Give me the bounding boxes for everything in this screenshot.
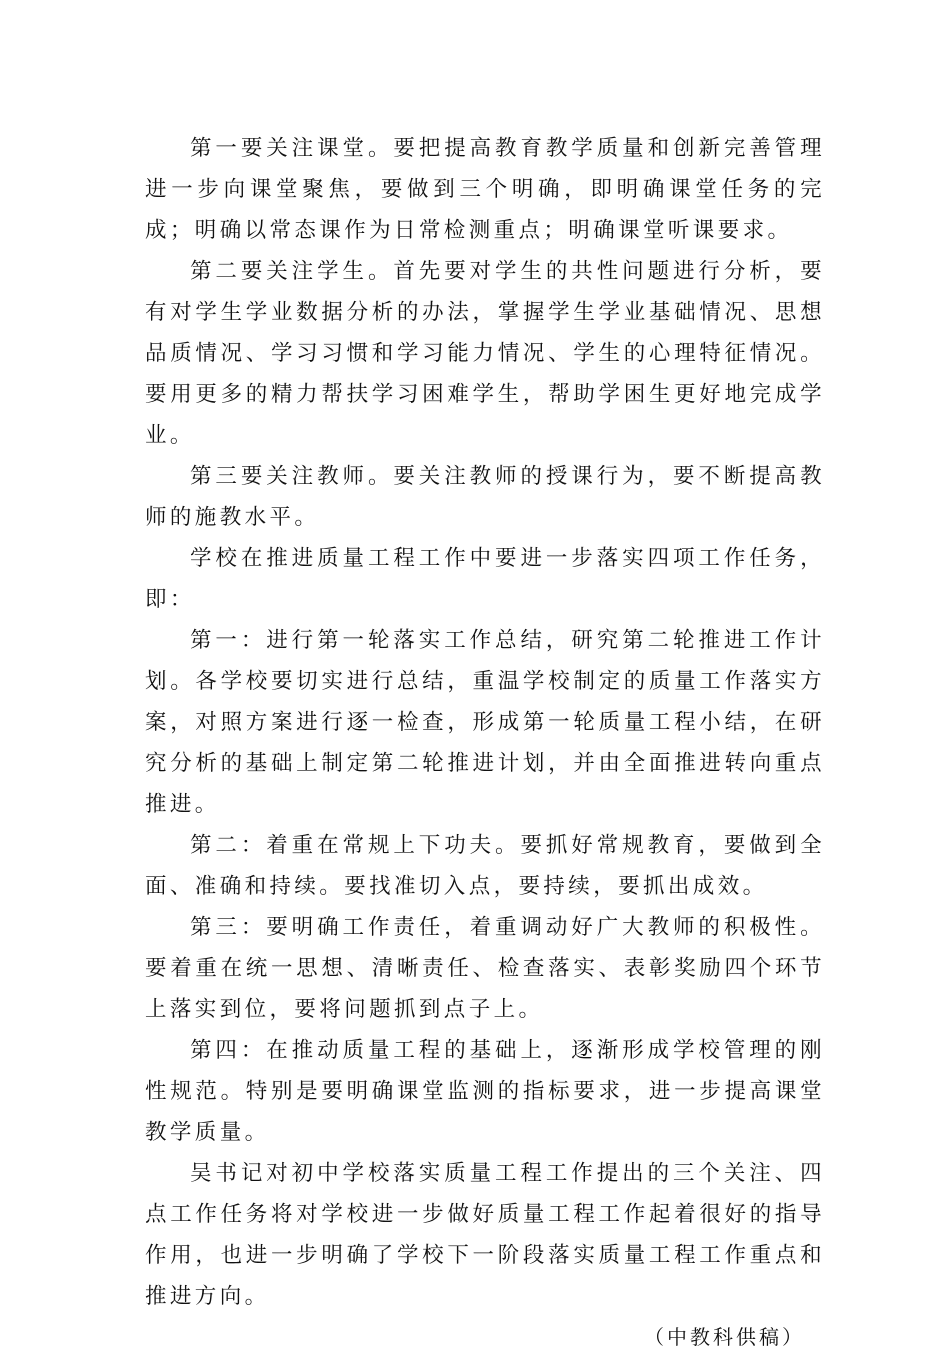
paragraph-focus-classroom: 第一要关注课堂。要把提高教育教学质量和创新完善管理进一步向课堂聚焦，要做到三个明确，即明确课堂任务的完成；明确以常态课作为日常检测重点；明确课堂听课要求。 bbox=[145, 136, 825, 243]
document-body bbox=[145, 128, 825, 1358]
paragraph-task-two: 第二：着重在常规上下功夫。要抓好常规教育，要做到全面、准确和持续。要找准切入点，要持续，要抓出成效。 bbox=[145, 833, 825, 899]
paragraph-four-tasks-intro: 学校在推进质量工程工作中要进一步落实四项工作任务，即： bbox=[145, 546, 825, 612]
source-credit: （中教科供稿） bbox=[644, 1325, 805, 1349]
paragraph-task-three: 第三：要明确工作责任，着重调动好广大教师的积极性。要着重在统一思想、清晰责任、检查落实、表彰奖励四个环节上落实到位，要将问题抓到点子上。 bbox=[145, 915, 825, 1022]
paragraph-task-one: 第一：进行第一轮落实工作总结，研究第二轮推进工作计划。各学校要切实进行总结，重温学校制定的质量工作落实方案，对照方案进行逐一检查，形成第一轮质量工程小结，在研究分析的基础上制定第二轮推进计划，并由全面推进转向重点推进。 bbox=[145, 628, 825, 817]
paragraph-focus-teachers: 第三要关注教师。要关注教师的授课行为，要不断提高教师的施教水平。 bbox=[145, 464, 825, 530]
paragraph-task-four: 第四：在推动质量工程的基础上，逐渐形成学校管理的刚性规范。特别是要明确课堂监测的指标要求，进一步提高课堂教学质量。 bbox=[145, 1038, 825, 1145]
paragraph-focus-students: 第二要关注学生。首先要对学生的共性问题进行分析，要有对学生学业数据分析的办法，掌握学生学业基础情况、思想品质情况、学习习惯和学习能力情况、学生的心理特征情况。要用更多的精力帮扶学习困难学生，帮助学困生更好地完成学业。 bbox=[145, 259, 825, 448]
paragraph-conclusion: 吴书记对初中学校落实质量工程工作提出的三个关注、四点工作任务将对学校进一步做好质量工程工作起着很好的指导作用，也进一步明确了学校下一阶段落实质量工程工作重点和推进方向。 bbox=[145, 1161, 825, 1309]
